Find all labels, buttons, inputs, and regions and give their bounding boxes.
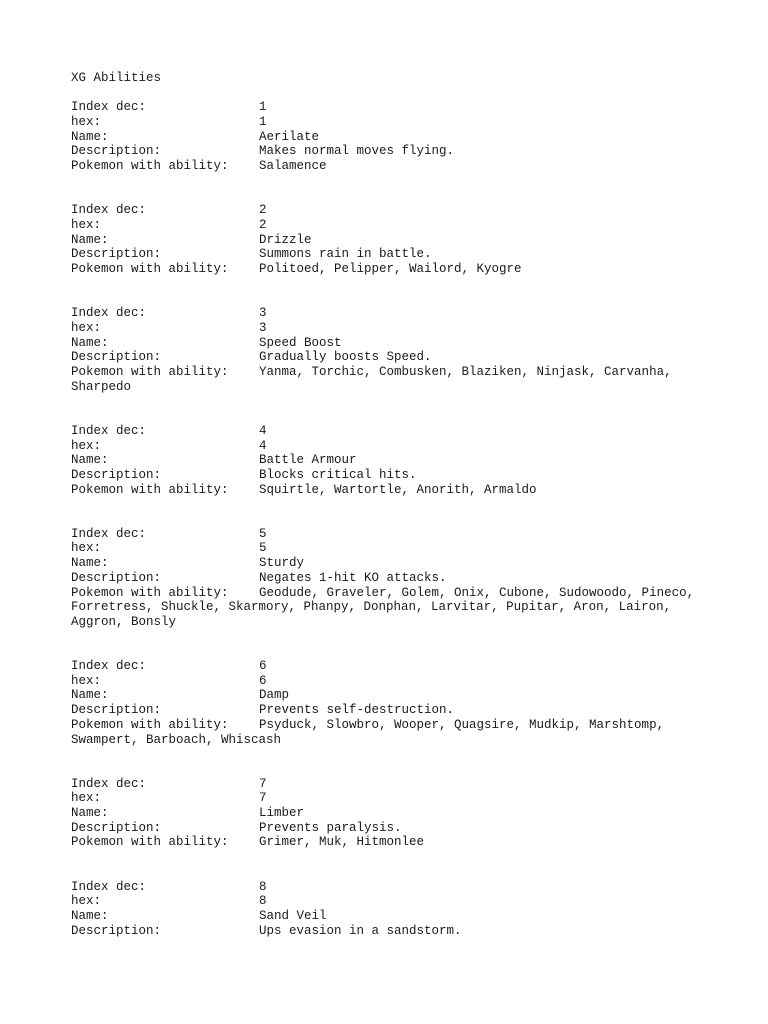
hex-row [71, 541, 711, 556]
hex-value: 6 [259, 673, 267, 688]
hex-row [71, 218, 711, 233]
index-dec-row [71, 306, 711, 321]
description-row [71, 703, 711, 718]
index-dec-value: 3 [259, 306, 267, 321]
pokemon-row [71, 159, 711, 174]
description-label: Description: [71, 703, 162, 718]
index-dec-value: 4 [259, 423, 267, 438]
description-label: Description: [71, 350, 162, 365]
description-label: Description: [71, 570, 162, 585]
description-value: Prevents paralysis. [259, 820, 402, 835]
name-row [71, 909, 711, 924]
document-page [71, 71, 711, 968]
ability-entry-2 [71, 203, 711, 277]
description-value: Blocks critical hits. [259, 467, 417, 482]
name-row [71, 336, 711, 351]
index-dec-label: Index dec: [71, 203, 147, 218]
index-dec-label: Index dec: [71, 100, 147, 115]
description-value: Gradually boosts Speed. [259, 350, 432, 365]
description-label: Description: [71, 467, 162, 482]
description-value: Summons rain in battle. [259, 247, 432, 262]
name-value: Battle Armour [259, 453, 357, 468]
pokemon-row [71, 718, 711, 747]
hex-row [71, 321, 711, 336]
pokemon-row [71, 262, 711, 277]
hex-value: 1 [259, 115, 267, 130]
index-dec-row [71, 777, 711, 792]
name-value: Limber [259, 806, 305, 821]
index-dec-value: 1 [259, 100, 267, 115]
hex-label: hex: [71, 217, 102, 232]
pokemon-label: Pokemon with ability: [71, 835, 229, 850]
index-dec-value: 8 [259, 879, 267, 894]
pokemon-label: Pokemon with ability: [71, 159, 229, 174]
description-value: Negates 1-hit KO attacks. [259, 570, 447, 585]
hex-row [71, 439, 711, 454]
name-label: Name: [71, 908, 109, 923]
pokemon-label: Pokemon with ability: [71, 262, 229, 277]
name-label: Name: [71, 335, 109, 350]
hex-value: 4 [259, 438, 267, 453]
hex-row [71, 894, 711, 909]
ability-entry-3 [71, 306, 711, 394]
description-value: Makes normal moves flying. [259, 144, 455, 159]
hex-row [71, 674, 711, 689]
index-dec-row [71, 203, 711, 218]
hex-label: hex: [71, 673, 102, 688]
description-row [71, 924, 711, 939]
name-label: Name: [71, 232, 109, 247]
name-label: Name: [71, 688, 109, 703]
name-row [71, 453, 711, 468]
description-label: Description: [71, 820, 162, 835]
index-dec-row [71, 527, 711, 542]
ability-entry-1 [71, 100, 711, 174]
index-dec-row [71, 424, 711, 439]
description-row [71, 247, 711, 262]
hex-value: 8 [259, 894, 267, 909]
index-dec-label: Index dec: [71, 526, 147, 541]
index-dec-label: Index dec: [71, 879, 147, 894]
hex-value: 5 [259, 541, 267, 556]
name-row [71, 130, 711, 145]
description-label: Description: [71, 144, 162, 159]
pokemon-label: Pokemon with ability: [71, 482, 229, 497]
index-dec-value: 5 [259, 526, 267, 541]
ability-entry-6 [71, 659, 711, 747]
pokemon-row [71, 835, 711, 850]
name-row [71, 556, 711, 571]
name-value: Aerilate [259, 129, 320, 144]
hex-label: hex: [71, 438, 102, 453]
pokemon-label: Pokemon with ability: [71, 365, 229, 379]
hex-value: 7 [259, 791, 267, 806]
index-dec-label: Index dec: [71, 306, 147, 321]
description-row [71, 350, 711, 365]
pokemon-value: Politoed, Pelipper, Wailord, Kyogre [259, 262, 522, 277]
name-value: Sand Veil [259, 908, 327, 923]
index-dec-row [71, 100, 711, 115]
ability-entry-5 [71, 527, 711, 630]
pokemon-label: Pokemon with ability: [71, 717, 229, 732]
pokemon-value: Grimer, Muk, Hitmonlee [259, 835, 425, 850]
index-dec-value: 2 [259, 203, 267, 218]
hex-label: hex: [71, 894, 102, 909]
ability-entry-8 [71, 880, 711, 939]
description-value: Ups evasion in a sandstorm. [259, 923, 462, 938]
description-row [71, 821, 711, 836]
hex-label: hex: [71, 320, 102, 335]
hex-label: hex: [71, 791, 102, 806]
pokemon-value: Psyduck, Slowbro, Wooper, Quagsire, Mudkip, Marshtomp, Swampert, Barboach, Whiscash [71, 717, 672, 747]
description-row [71, 144, 711, 159]
ability-entry-7 [71, 777, 711, 851]
pokemon-value: Geodude, Graveler, Golem, Onix, Cubone, Sudowoodo, Pineco, Forretress, Shuckle, Skarmory, Phanpy, Donphan, Larvitar, Pupitar, Aron, Lairon, Aggron, Bonsly [71, 585, 702, 629]
pokemon-value: Squirtle, Wartortle, Anorith, Armaldo [259, 482, 537, 497]
index-dec-label: Index dec: [71, 423, 147, 438]
hex-value: 2 [259, 217, 267, 232]
name-label: Name: [71, 556, 109, 571]
name-value: Sturdy [259, 556, 305, 571]
pokemon-row [71, 483, 711, 498]
name-row [71, 806, 711, 821]
description-row [71, 468, 711, 483]
description-value: Prevents self-destruction. [259, 703, 455, 718]
index-dec-row [71, 880, 711, 895]
hex-label: hex: [71, 115, 102, 130]
name-label: Name: [71, 453, 109, 468]
pokemon-row [71, 365, 711, 394]
pokemon-row [71, 586, 711, 630]
index-dec-value: 7 [259, 776, 267, 791]
description-label: Description: [71, 923, 162, 938]
index-dec-label: Index dec: [71, 776, 147, 791]
name-value: Speed Boost [259, 335, 342, 350]
index-dec-row [71, 659, 711, 674]
name-value: Damp [259, 688, 290, 703]
document-title: XG Abilities [71, 71, 162, 85]
hex-label: hex: [71, 541, 102, 556]
hex-row [71, 791, 711, 806]
name-row [71, 688, 711, 703]
ability-entry-4 [71, 424, 711, 498]
pokemon-label: Pokemon with ability: [71, 585, 229, 600]
name-row [71, 233, 711, 248]
index-dec-label: Index dec: [71, 659, 147, 674]
pokemon-value: Yanma, Torchic, Combusken, Blaziken, Ninjask, Carvanha, Sharpedo [71, 365, 680, 394]
description-row [71, 571, 711, 586]
index-dec-value: 6 [259, 659, 267, 674]
hex-row [71, 115, 711, 130]
name-label: Name: [71, 129, 109, 144]
pokemon-value: Salamence [259, 159, 327, 174]
name-label: Name: [71, 806, 109, 821]
name-value: Drizzle [259, 232, 312, 247]
hex-value: 3 [259, 320, 267, 335]
description-label: Description: [71, 247, 162, 262]
